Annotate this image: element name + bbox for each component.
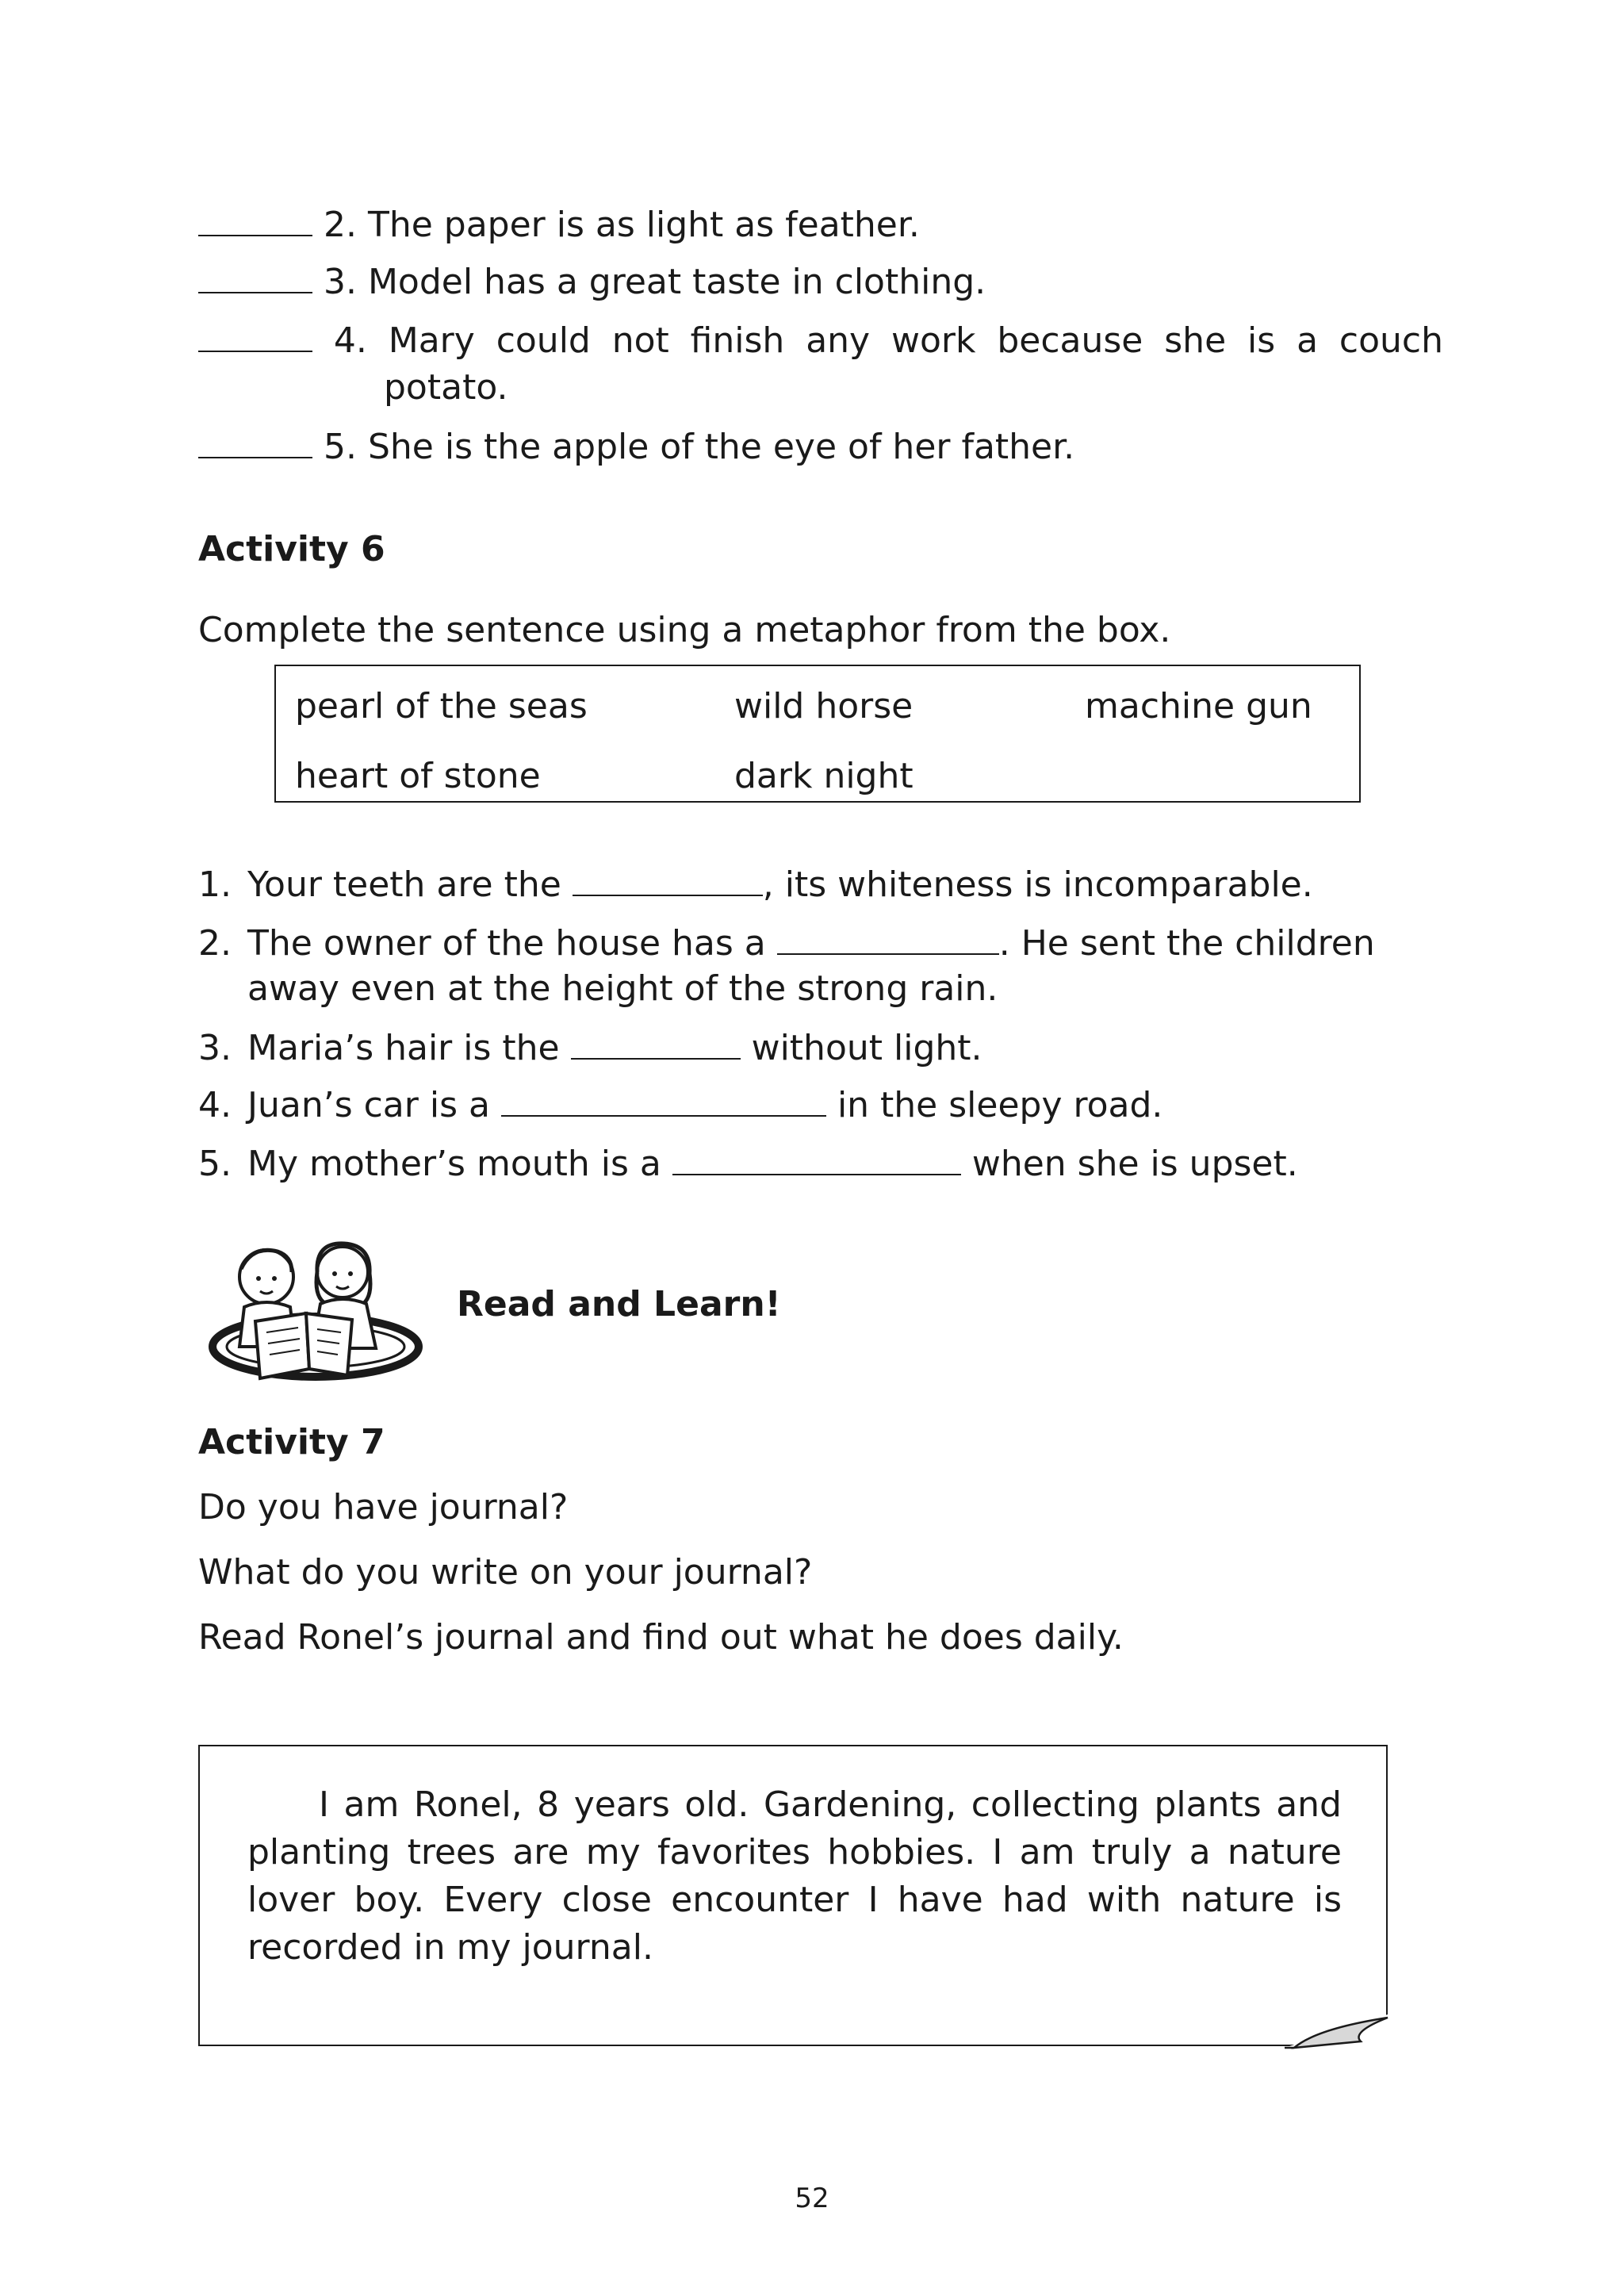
activity-6-instruction: Complete the sentence using a metaphor from the box.: [198, 610, 1171, 650]
item-text-after: in the sleepy road.: [837, 1085, 1163, 1125]
item-number: 1.: [198, 864, 232, 905]
item-text-before: Maria’s hair is the: [247, 1028, 560, 1068]
answer-line-3: [198, 259, 986, 305]
item-number: 2.: [198, 923, 232, 964]
item-text: 5. She is the apple of the eye of her father.: [324, 427, 1075, 467]
answer-blank[interactable]: [198, 259, 312, 293]
item-text-after: , its whiteness is incomparable.: [762, 864, 1313, 905]
item-text: 2. The paper is as light as feather.: [324, 205, 920, 245]
word-choice: wild horse: [734, 686, 914, 726]
fill-blank[interactable]: [777, 920, 999, 955]
word-choice: heart of stone: [295, 756, 541, 796]
word-choice: machine gun: [1085, 686, 1312, 726]
metaphor-word-box: [274, 665, 1361, 803]
item-text-before: Your teeth are the: [247, 864, 561, 905]
answer-line-4-cont: potato.: [384, 367, 508, 408]
activity-7-question-3: Read Ronel’s journal and find out what he does daily.: [198, 1617, 1124, 1658]
item-text-before: The owner of the house has a: [247, 923, 766, 964]
activity-6-item-2-cont: away even at the height of the strong rain.: [247, 968, 998, 1009]
fill-blank[interactable]: [573, 861, 763, 896]
item-text: 3. Model has a great taste in clothing.: [324, 262, 986, 302]
activity-6-item-2: [198, 920, 1375, 967]
journal-text: I am Ronel, 8 years old. Gardening, collecting plants and planting trees are my favorites hobbies. I am truly a nature lover boy. Every close encounter I have had with nature is recorded in my journal.: [247, 1784, 1342, 1968]
activity-6-item-3: [198, 1025, 982, 1071]
word-choice: pearl of the seas: [295, 686, 588, 726]
answer-line-5: [198, 424, 1074, 470]
activity-7-question-1: Do you have journal?: [198, 1487, 569, 1527]
activity-6-item-1: [198, 861, 1313, 908]
activity-7-question-2: What do you write on your journal?: [198, 1552, 813, 1593]
children-reading-book-icon: [205, 1228, 427, 1386]
answer-line-2: [198, 201, 920, 248]
item-text-before: My mother’s mouth is a: [247, 1144, 661, 1184]
item-text-after: . He sent the children: [998, 923, 1375, 964]
activity-6-title: Activity 6: [198, 529, 385, 569]
item-text-before: Juan’s car is a: [247, 1085, 490, 1125]
read-and-learn-label: Read and Learn!: [457, 1284, 781, 1324]
answer-blank[interactable]: [198, 424, 312, 458]
fill-blank[interactable]: [672, 1140, 961, 1175]
activity-6-item-5: [198, 1140, 1298, 1187]
word-choice: dark night: [734, 756, 914, 796]
page-number: 52: [795, 2183, 829, 2214]
item-text-after: when she is upset.: [971, 1144, 1298, 1184]
item-number: 4.: [198, 1085, 232, 1125]
fill-blank[interactable]: [501, 1082, 826, 1117]
item-number: 5.: [198, 1144, 232, 1184]
item-text-after: without light.: [751, 1028, 982, 1068]
answer-blank[interactable]: [198, 201, 312, 236]
journal-note-box: [198, 1745, 1388, 2046]
answer-line-4: [198, 317, 1443, 364]
page-curl-icon: [1285, 2014, 1391, 2049]
item-number: 3.: [198, 1028, 232, 1068]
activity-6-item-4: [198, 1082, 1162, 1129]
activity-7-title: Activity 7: [198, 1422, 385, 1462]
answer-blank[interactable]: [198, 317, 312, 352]
fill-blank[interactable]: [571, 1025, 741, 1060]
item-text: 4. Mary could not finish any work because she is a couch: [333, 320, 1443, 361]
